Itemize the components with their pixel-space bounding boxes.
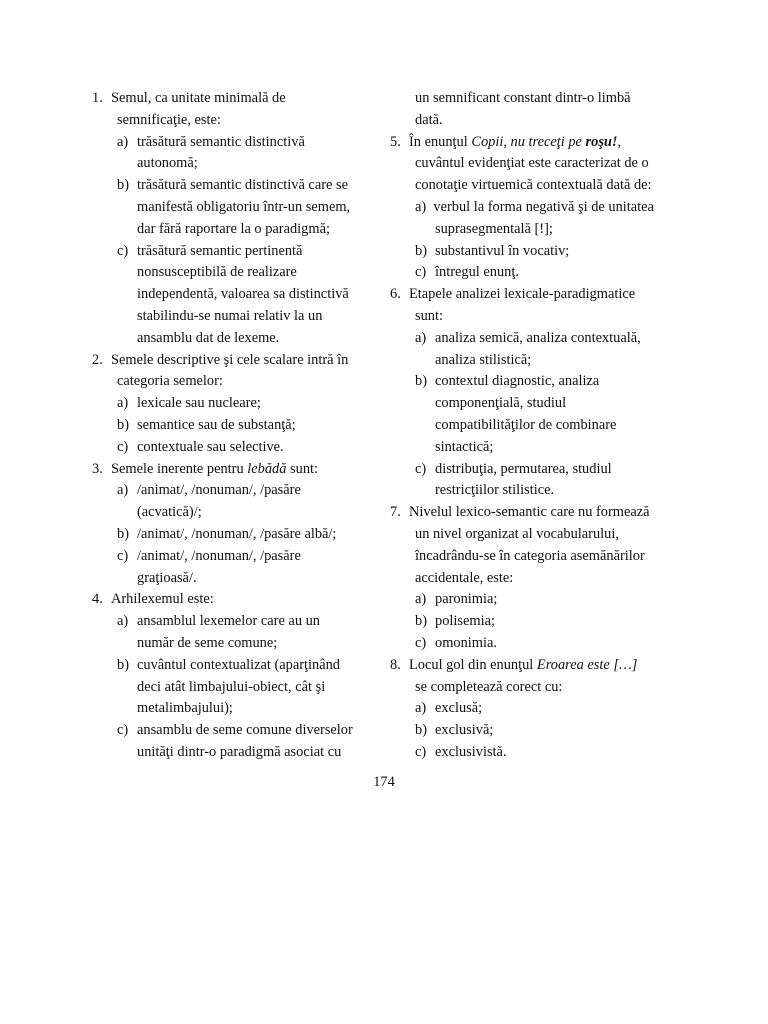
question-stem: În enunţul Copii, nu treceţi pe roşu!, [409, 133, 622, 150]
option-text: ansamblu dat de lexeme. [137, 329, 280, 346]
option-letter: b) [415, 373, 427, 390]
option-text: lexicale sau nucleare; [137, 395, 261, 412]
answer-option-c [390, 633, 690, 655]
option-letter: c) [117, 722, 129, 739]
answer-option-c [390, 459, 690, 503]
question-stem: Nivelul lexico-semantic care nu formează [409, 504, 650, 521]
option-text: ansamblul lexemelor care au un [137, 613, 321, 630]
answer-option-c [92, 546, 382, 590]
question-stem: Etapele analizei lexicale-paradigmatice [409, 286, 636, 303]
option-letter: a) [117, 482, 129, 499]
option-letter: b) [415, 722, 427, 739]
option-text: verbul la forma negativă şi de unitatea [433, 198, 654, 215]
option-letter: c) [117, 242, 129, 259]
option-letter: c) [415, 460, 427, 477]
answer-option-a [92, 393, 382, 415]
question-number: 4. [92, 591, 103, 608]
option-text: dar fără raportare la o paradigmă; [137, 220, 330, 237]
option-text: contextul diagnostic, analiza [435, 373, 600, 390]
answer-option-b [92, 655, 382, 720]
option-text: graţioasă/. [137, 569, 197, 586]
option-text: întregul enunţ. [435, 264, 519, 281]
option-text: /animat/, /nonuman/, /pasăre [137, 547, 301, 564]
option-text: /animat/, /nonuman/, /pasăre [137, 482, 301, 499]
option-text: număr de seme comune; [137, 634, 278, 651]
option-text: substantivul în vocativ; [435, 242, 570, 259]
option-letter: a) [415, 700, 427, 717]
option-letter: c) [415, 264, 427, 281]
answer-option-b [390, 241, 690, 263]
option-text: dată. [415, 111, 443, 128]
question-1 [92, 88, 382, 350]
answer-option-a [390, 328, 690, 372]
option-letter: c) [117, 547, 129, 564]
option-text: trăsătură semantic pertinentă [137, 242, 303, 259]
option-letter: b) [415, 242, 427, 259]
question-stem: semnificaţie, este: [117, 111, 221, 128]
question-4-continuation [390, 88, 690, 132]
option-text: un semnificant constant dintr-o limbă [415, 90, 631, 106]
option-letter: b) [117, 525, 129, 542]
question-stem: Locul gol din enunţul Eroarea este […] [409, 656, 638, 673]
answer-option-c [92, 241, 382, 350]
option-text: analiza semică, analiza contextuală, [435, 329, 641, 346]
option-text: paronimia; [435, 591, 498, 608]
option-text: suprasegmentală [!]; [435, 220, 553, 237]
option-letter: c) [415, 634, 427, 651]
option-text: trăsătură semantic distinctivă care se [137, 177, 348, 194]
answer-option-a [390, 698, 690, 720]
option-letter: c) [415, 743, 427, 760]
option-text: trăsătură semantic distinctivă [137, 133, 305, 150]
option-text: analiza stilistică; [435, 351, 532, 368]
emphasized-quote: Eroarea este […] [536, 656, 638, 673]
option-text: nonsusceptibilă de realizare [137, 264, 297, 281]
question-stem: cuvântul evidenţiat este caracterizat de o [415, 155, 649, 172]
question-6 [390, 284, 690, 502]
option-text: exclusivistă. [435, 743, 507, 760]
option-letter: a) [415, 329, 427, 346]
option-text: metalimbajului); [137, 700, 233, 717]
option-letter: b) [117, 416, 129, 433]
page-number: 174 [373, 774, 395, 790]
answer-option-c [390, 262, 690, 284]
question-number: 8. [390, 656, 401, 673]
answer-option-a [390, 589, 690, 611]
question-number: 2. [92, 351, 103, 368]
answer-option-a [92, 132, 382, 176]
option-letter: b) [117, 656, 129, 673]
question-number: 7. [390, 504, 401, 521]
option-letter: a) [117, 395, 129, 412]
option-letter: b) [415, 613, 427, 630]
question-7 [390, 502, 690, 655]
option-text: independentă, valoarea sa distinctivă [137, 286, 349, 303]
option-text: exclusă; [435, 700, 483, 717]
question-stem: Semele inerente pentru lebădă sunt: [111, 460, 319, 477]
option-text: ansamblu de seme comune diverselor [137, 722, 353, 739]
question-stem: Arhilexemul este: [111, 591, 214, 608]
option-letter: c) [117, 438, 129, 455]
answer-option-b [390, 371, 690, 458]
option-text: distribuţia, permutarea, studiul [435, 460, 612, 477]
question-number: 1. [92, 90, 103, 106]
option-text: unităţi dintr-o paradigmă asociat cu [137, 743, 342, 760]
answer-option-c [92, 437, 382, 459]
answer-option-c [92, 720, 382, 764]
question-8 [390, 655, 690, 764]
question-stem: accidentale, este: [415, 569, 514, 586]
option-text: (acvatică)/; [137, 504, 202, 521]
answer-option-b [92, 175, 382, 240]
option-letter: a) [415, 591, 427, 608]
question-stem: sunt: [415, 307, 443, 324]
question-stem: categoria semelor: [117, 373, 223, 390]
option-letter: b) [117, 177, 129, 194]
highlighted-word: roşu! [585, 133, 618, 150]
question-stem: Semele descriptive şi cele scalare intră în [111, 351, 349, 368]
option-text: semantice sau de substanţă; [137, 416, 296, 433]
option-text: omonimia. [435, 634, 497, 651]
option-text: manifestă obligatoriu într-un semem, [137, 198, 351, 215]
question-5 [390, 132, 690, 285]
question-number: 6. [390, 286, 401, 303]
question-stem: încadrându-se în categoria asemănărilor [415, 547, 645, 564]
answer-option-b [92, 415, 382, 437]
answer-option-a [92, 611, 382, 655]
question-4 [92, 589, 382, 763]
option-letter: a) [117, 613, 129, 630]
option-text: deci atât limbajului-obiect, cât şi [137, 678, 326, 695]
option-text: componenţială, studiul [435, 395, 567, 412]
option-text: cuvântul contextualizat (aparţinând [137, 656, 340, 673]
question-2 [92, 350, 382, 459]
answer-option-a [390, 197, 690, 241]
option-letter: a) [117, 133, 129, 150]
answer-option-a [92, 480, 382, 524]
answer-option-b [92, 524, 382, 546]
question-stem: conotaţie virtuemică contextuală dată de: [415, 177, 652, 194]
emphasized-quote: Copii, nu treceţi pe roşu! [471, 133, 618, 150]
emphasized-word: lebădă [247, 460, 287, 477]
question-3 [92, 459, 382, 590]
option-text: restricţiilor stilistice. [435, 482, 555, 499]
answer-option-b [390, 720, 690, 742]
option-text: contextuale sau selective. [137, 438, 284, 455]
option-text: polisemia; [435, 613, 495, 630]
question-number: 5. [390, 133, 401, 150]
option-text: autonomă; [137, 155, 198, 172]
question-stem: Semul, ca unitate minimală de [111, 90, 286, 106]
question-stem: se completează corect cu: [415, 678, 563, 695]
option-text: stabilindu-se numai relativ la un [137, 307, 323, 324]
option-text: sintactică; [435, 438, 494, 455]
question-stem: un nivel organizat al vocabularului, [415, 525, 619, 542]
right-column [390, 88, 690, 764]
option-text: exclusivă; [435, 722, 494, 739]
answer-option-b [390, 611, 690, 633]
answer-option-c [390, 742, 690, 764]
option-text: compatibilităţilor de combinare [435, 416, 617, 433]
option-text: /animat/, /nonuman/, /pasăre albă/; [137, 525, 337, 542]
left-column [92, 88, 382, 764]
option-letter: a) [415, 198, 427, 215]
question-number: 3. [92, 460, 103, 477]
